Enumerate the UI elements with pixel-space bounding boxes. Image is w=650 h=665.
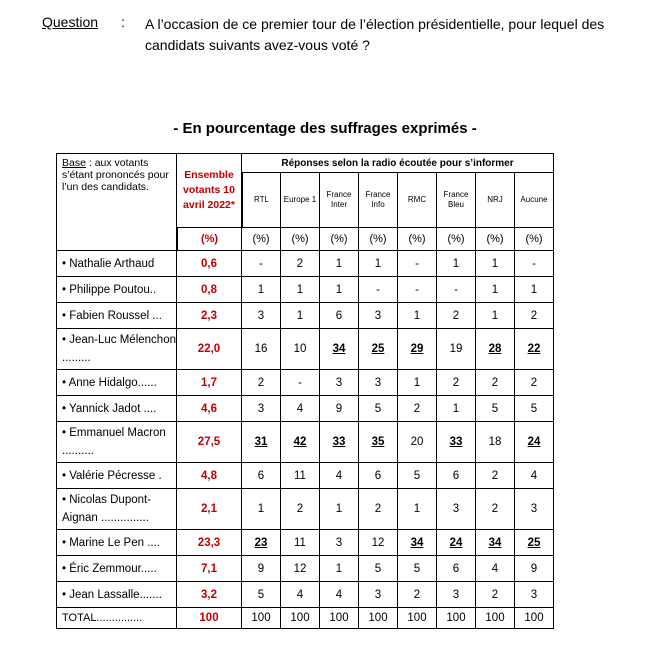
total-ensemble: 100 xyxy=(177,608,242,629)
ensemble-header: Ensemble votants 10 avril 2022* xyxy=(177,153,242,228)
radio-value: 2 xyxy=(359,489,398,530)
table-row xyxy=(56,370,554,396)
table-row xyxy=(56,277,554,303)
total-value: 100 xyxy=(320,608,359,629)
radio-value: 2 xyxy=(398,582,437,608)
radio-value: 33 xyxy=(437,422,476,463)
ensemble-value: 27,5 xyxy=(177,422,242,463)
table-row xyxy=(56,556,554,582)
pct-label-6: (%) xyxy=(476,228,515,252)
radio-value: 1 xyxy=(398,370,437,396)
radio-header-5: France Bleu xyxy=(437,173,476,227)
total-value: 100 xyxy=(281,608,320,629)
radio-value: 4 xyxy=(320,463,359,489)
radio-value: 5 xyxy=(398,556,437,582)
radio-value: 3 xyxy=(242,396,281,422)
total-row xyxy=(56,608,554,629)
table-row xyxy=(56,303,554,329)
results-table xyxy=(56,153,554,629)
radio-value: - xyxy=(281,370,320,396)
radio-value: 1 xyxy=(320,251,359,277)
radio-value: 3 xyxy=(359,303,398,329)
total-value: 100 xyxy=(398,608,437,629)
pct-label-1: (%) xyxy=(281,228,320,252)
ensemble-value: 23,3 xyxy=(177,530,242,556)
radio-value: 31 xyxy=(242,422,281,463)
table-row xyxy=(56,396,554,422)
radio-value: 2 xyxy=(476,463,515,489)
question-text: A l’occasion de ce premier tour de l’élection présidentielle, pour lequel des candidats suivants avez-vous voté ? xyxy=(145,16,605,53)
pct-label-7: (%) xyxy=(515,228,554,252)
ensemble-value: 4,8 xyxy=(177,463,242,489)
radio-value: 1 xyxy=(476,277,515,303)
ensemble-value: 4,6 xyxy=(177,396,242,422)
radio-value: 1 xyxy=(320,277,359,303)
table-row xyxy=(56,582,554,608)
base-text: : aux votants s’étant prononcés pour l’un des candidats. xyxy=(62,157,169,193)
pct-label-5: (%) xyxy=(437,228,476,252)
radio-value: 3 xyxy=(515,582,554,608)
radio-value: 11 xyxy=(281,463,320,489)
radio-value: 2 xyxy=(281,251,320,277)
radio-value: 9 xyxy=(242,556,281,582)
radio-value: 2 xyxy=(242,370,281,396)
radio-value: 29 xyxy=(398,329,437,370)
radio-title: Réponses selon la radio écoutée pour s’informer xyxy=(242,153,554,173)
radio-value: 24 xyxy=(515,422,554,463)
candidate-name: • Fabien Roussel ... xyxy=(56,303,177,329)
candidate-name: • Anne Hidalgo...... xyxy=(56,370,177,396)
radio-value: 33 xyxy=(320,422,359,463)
radio-header-4: RMC xyxy=(398,173,437,227)
radio-value: 1 xyxy=(320,489,359,530)
radio-value: - xyxy=(437,277,476,303)
total-label: TOTAL............... xyxy=(56,608,177,629)
radio-value: 34 xyxy=(398,530,437,556)
radio-value: 1 xyxy=(515,277,554,303)
radio-value: 20 xyxy=(398,422,437,463)
radio-value: 6 xyxy=(437,556,476,582)
candidate-name: • Jean-Luc Mélenchon ......... xyxy=(56,329,177,370)
ensemble-value: 0,6 xyxy=(177,251,242,277)
total-value: 100 xyxy=(476,608,515,629)
question-colon: : xyxy=(121,14,125,30)
radio-value: 1 xyxy=(359,251,398,277)
radio-value: 1 xyxy=(242,277,281,303)
radio-value: 10 xyxy=(281,329,320,370)
radio-value: 2 xyxy=(476,582,515,608)
ensemble-value: 2,3 xyxy=(177,303,242,329)
question-label: Question xyxy=(42,14,99,30)
radio-value: 4 xyxy=(281,396,320,422)
table-row xyxy=(56,463,554,489)
radio-value: 2 xyxy=(281,489,320,530)
candidate-name: • Jean Lassalle....... xyxy=(56,582,177,608)
radio-value: 16 xyxy=(242,329,281,370)
radio-value: 25 xyxy=(515,530,554,556)
radio-value: 3 xyxy=(359,370,398,396)
radio-value: - xyxy=(398,251,437,277)
total-value: 100 xyxy=(515,608,554,629)
radio-value: 1 xyxy=(320,556,359,582)
radio-value: 3 xyxy=(242,303,281,329)
radio-value: 1 xyxy=(242,489,281,530)
ensemble-value: 7,1 xyxy=(177,556,242,582)
radio-value: 1 xyxy=(281,303,320,329)
ensemble-value: 1,7 xyxy=(177,370,242,396)
radio-value: 3 xyxy=(515,489,554,530)
total-value: 100 xyxy=(359,608,398,629)
radio-value: 19 xyxy=(437,329,476,370)
radio-value: 2 xyxy=(515,370,554,396)
radio-value: 3 xyxy=(320,370,359,396)
radio-value: 5 xyxy=(476,396,515,422)
radio-value: 22 xyxy=(515,329,554,370)
radio-value: 2 xyxy=(476,489,515,530)
radio-header-6: NRJ xyxy=(476,173,515,227)
radio-value: 35 xyxy=(359,422,398,463)
radio-value: 1 xyxy=(437,251,476,277)
radio-value: 1 xyxy=(476,251,515,277)
ensemble-pct: (%) xyxy=(177,228,242,252)
pct-label-2: (%) xyxy=(320,228,359,252)
table-subtitle: - En pourcentage des suffrages exprimés - xyxy=(173,120,477,137)
radio-header-3: France Info xyxy=(359,173,398,227)
ensemble-value: 0,8 xyxy=(177,277,242,303)
radio-header-1: Europe 1 xyxy=(281,173,320,227)
radio-value: 2 xyxy=(437,370,476,396)
ensemble-value: 2,1 xyxy=(177,489,242,530)
radio-value: 1 xyxy=(476,303,515,329)
radio-value: 9 xyxy=(515,556,554,582)
radio-value: 34 xyxy=(320,329,359,370)
radio-value: 2 xyxy=(398,396,437,422)
pct-label-0: (%) xyxy=(242,228,281,252)
table-row xyxy=(56,530,554,556)
radio-value: 4 xyxy=(515,463,554,489)
base-cell xyxy=(56,153,177,251)
candidate-name: • Valérie Pécresse . xyxy=(56,463,177,489)
ensemble-value: 3,2 xyxy=(177,582,242,608)
radio-value: 6 xyxy=(437,463,476,489)
pct-label-3: (%) xyxy=(359,228,398,252)
radio-value: 2 xyxy=(476,370,515,396)
radio-value: 1 xyxy=(398,489,437,530)
radio-value: - xyxy=(398,277,437,303)
radio-value: 5 xyxy=(359,556,398,582)
radio-value: 4 xyxy=(281,582,320,608)
radio-value: 2 xyxy=(515,303,554,329)
radio-value: 24 xyxy=(437,530,476,556)
radio-value: 1 xyxy=(398,303,437,329)
radio-value: 18 xyxy=(476,422,515,463)
total-value: 100 xyxy=(242,608,281,629)
radio-value: - xyxy=(242,251,281,277)
radio-value: 9 xyxy=(320,396,359,422)
radio-header-2: France Inter xyxy=(320,173,359,227)
radio-value: 6 xyxy=(359,463,398,489)
radio-value: 3 xyxy=(437,489,476,530)
candidate-name: • Yannick Jadot .... xyxy=(56,396,177,422)
radio-value: 1 xyxy=(281,277,320,303)
base-label: Base xyxy=(62,157,86,169)
radio-value: 3 xyxy=(320,530,359,556)
candidate-name: • Philippe Poutou.. xyxy=(56,277,177,303)
table-row xyxy=(56,329,554,370)
radio-value: 6 xyxy=(320,303,359,329)
radio-value: 11 xyxy=(281,530,320,556)
radio-value: 5 xyxy=(398,463,437,489)
candidate-name: • Nathalie Arthaud xyxy=(56,251,177,277)
ensemble-value: 22,0 xyxy=(177,329,242,370)
radio-value: 42 xyxy=(281,422,320,463)
radio-value: 23 xyxy=(242,530,281,556)
radio-value: 28 xyxy=(476,329,515,370)
radio-header-0: RTL xyxy=(242,173,281,227)
radio-value: 5 xyxy=(242,582,281,608)
radio-value: 5 xyxy=(359,396,398,422)
radio-value: 12 xyxy=(281,556,320,582)
radio-value: 2 xyxy=(437,303,476,329)
radio-value: 3 xyxy=(359,582,398,608)
radio-value: 5 xyxy=(515,396,554,422)
table-row xyxy=(56,489,554,530)
pct-label-4: (%) xyxy=(398,228,437,252)
radio-value: 4 xyxy=(476,556,515,582)
table-row xyxy=(56,422,554,463)
radio-header-7: Aucune xyxy=(515,173,554,227)
radio-value: - xyxy=(359,277,398,303)
radio-value: 6 xyxy=(242,463,281,489)
radio-value: 3 xyxy=(437,582,476,608)
candidate-name: • Éric Zemmour..... xyxy=(56,556,177,582)
table-row xyxy=(56,251,554,277)
radio-value: 4 xyxy=(320,582,359,608)
radio-value: 1 xyxy=(437,396,476,422)
radio-value: - xyxy=(515,251,554,277)
radio-value: 12 xyxy=(359,530,398,556)
candidate-name: • Nicolas Dupont-Aignan ............... xyxy=(56,489,177,530)
radio-value: 25 xyxy=(359,329,398,370)
total-value: 100 xyxy=(437,608,476,629)
candidate-name: • Marine Le Pen .... xyxy=(56,530,177,556)
candidate-name: • Emmanuel Macron .......... xyxy=(56,422,177,463)
radio-value: 34 xyxy=(476,530,515,556)
